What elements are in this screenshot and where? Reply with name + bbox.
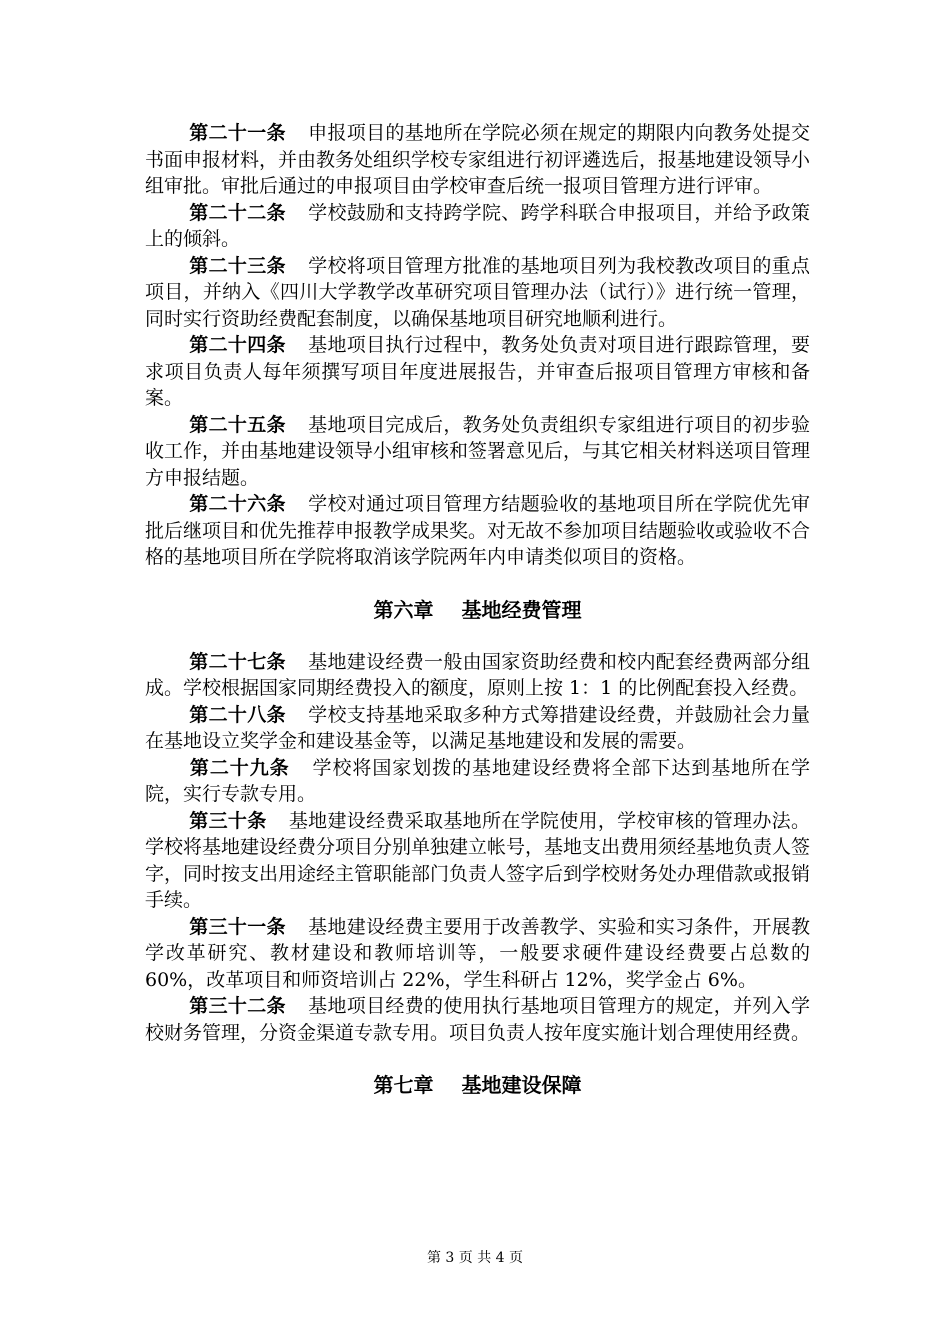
article-paragraph [145, 993, 810, 1046]
document-body [145, 120, 810, 1100]
article-paragraph [145, 702, 810, 755]
chapter6-articles [145, 649, 810, 1047]
article-paragraph [145, 755, 810, 808]
article-text: 学校支持基地采取多种方式筹措建设经费，并鼓励社会力量在基地设立奖学金和建设基金等，以满足基地建设和发展的需要。 [145, 703, 810, 752]
article-paragraph [145, 253, 810, 333]
article-text: 申报项目的基地所在学院必须在规定的期限内向教务处提交书面申报材料，并由教务处组织学校专家组进行初评遴选后，报基地建设领导小组审批。审批后通过的申报项目由学校审查后统一报项目管理方进行评审。 [145, 122, 811, 197]
article-text: 基地项目经费的使用执行基地项目管理方的规定，并列入学校财务管理，分资金渠道专款专用。项目负责人按年度实施计划合理使用经费。 [145, 995, 811, 1044]
page-footer: 第 3 页 共 4 页 [426, 1250, 524, 1266]
article-text: 学校对通过项目管理方结题验收的基地项目所在学院优先审批后继项目和优先推荐申报教学成果奖。对无故不参加项目结题验收或验收不合格的基地项目所在学院将取消该学院两年内申请类似项目的资格。 [145, 493, 811, 568]
article-paragraph [145, 649, 810, 702]
article-label: 第二十二条 [189, 201, 286, 224]
article-paragraph [145, 120, 810, 200]
article-label: 第二十四条 [189, 334, 286, 356]
chapter6-title: 基地经费管理 [461, 597, 582, 622]
article-text: 基地建设经费主要用于改善教学、实验和实习条件，开展教学改革研究、教材建设和教师培训等，一般要求硬件建设经费要占总数的 60%，改革项目和师资培训占 22%，学生科研占 12%，奖学金占 6%。 [145, 915, 810, 991]
article-paragraph [145, 491, 810, 571]
article-text: 学校将项目管理方批准的基地项目列为我校教改项目的重点项目，并纳入《四川大学教学改革研究项目管理办法（试行）》进行统一管理，同时实行资助经费配套制度，以确保基地项目研究地顺利进行。 [145, 254, 810, 330]
article-label: 第二十六条 [189, 493, 286, 515]
chapter7-number: 第七章 [373, 1073, 434, 1097]
article-label: 第二十三条 [189, 254, 286, 277]
article-text: 基地建设经费一般由国家资助经费和校内配套经费两部分组成。学校根据国家同期经费投入的额度，原则上按 1：1 的比例配套投入经费。 [145, 650, 810, 699]
article-text: 基地项目完成后，教务处负责组织专家组进行项目的初步验收工作，并由基地建设领导小组审核和签署意见后，与其它相关材料送项目管理方申报结题。 [145, 413, 811, 489]
article-label: 第二十五条 [189, 413, 286, 436]
article-label: 第二十一条 [189, 122, 286, 144]
article-paragraph [145, 200, 810, 253]
chapter6-heading [145, 595, 810, 625]
article-paragraph [145, 808, 810, 914]
article-label: 第二十八条 [189, 703, 286, 726]
article-paragraph [145, 332, 810, 412]
article-label: 第三十二条 [189, 995, 286, 1017]
article-text: 基地项目执行过程中，教务处负责对项目进行跟踪管理，要求项目负责人每年须撰写项目年度进展报告，并审查后报项目管理方审核和备案。 [145, 334, 810, 409]
article-label: 第三十条 [189, 809, 267, 832]
chapter6-number: 第六章 [373, 597, 434, 622]
chapter7-heading [145, 1070, 810, 1100]
article-text: 学校将国家划拨的基地建设经费将全部下达到基地所在学院，实行专款专用。 [145, 756, 810, 805]
chapter7-title: 基地建设保障 [461, 1073, 582, 1097]
article-text: 基地建设经费采取基地所在学院使用，学校审核的管理办法。学校将基地建设经费分项目分别单独建立帐号，基地支出费用须经基地负责人签字，同时按支出用途经主管职能部门负责人签字后到学校财务处办理借款或报销手续。 [145, 809, 811, 911]
chapter5-articles [145, 120, 810, 571]
article-paragraph [145, 914, 810, 994]
article-label: 第二十七条 [189, 650, 286, 673]
article-text: 学校鼓励和支持跨学院、跨学科联合申报项目，并给予政策上的倾斜。 [145, 201, 810, 250]
article-label: 第二十九条 [189, 756, 290, 779]
article-paragraph [145, 412, 810, 492]
article-label: 第三十一条 [189, 915, 286, 938]
